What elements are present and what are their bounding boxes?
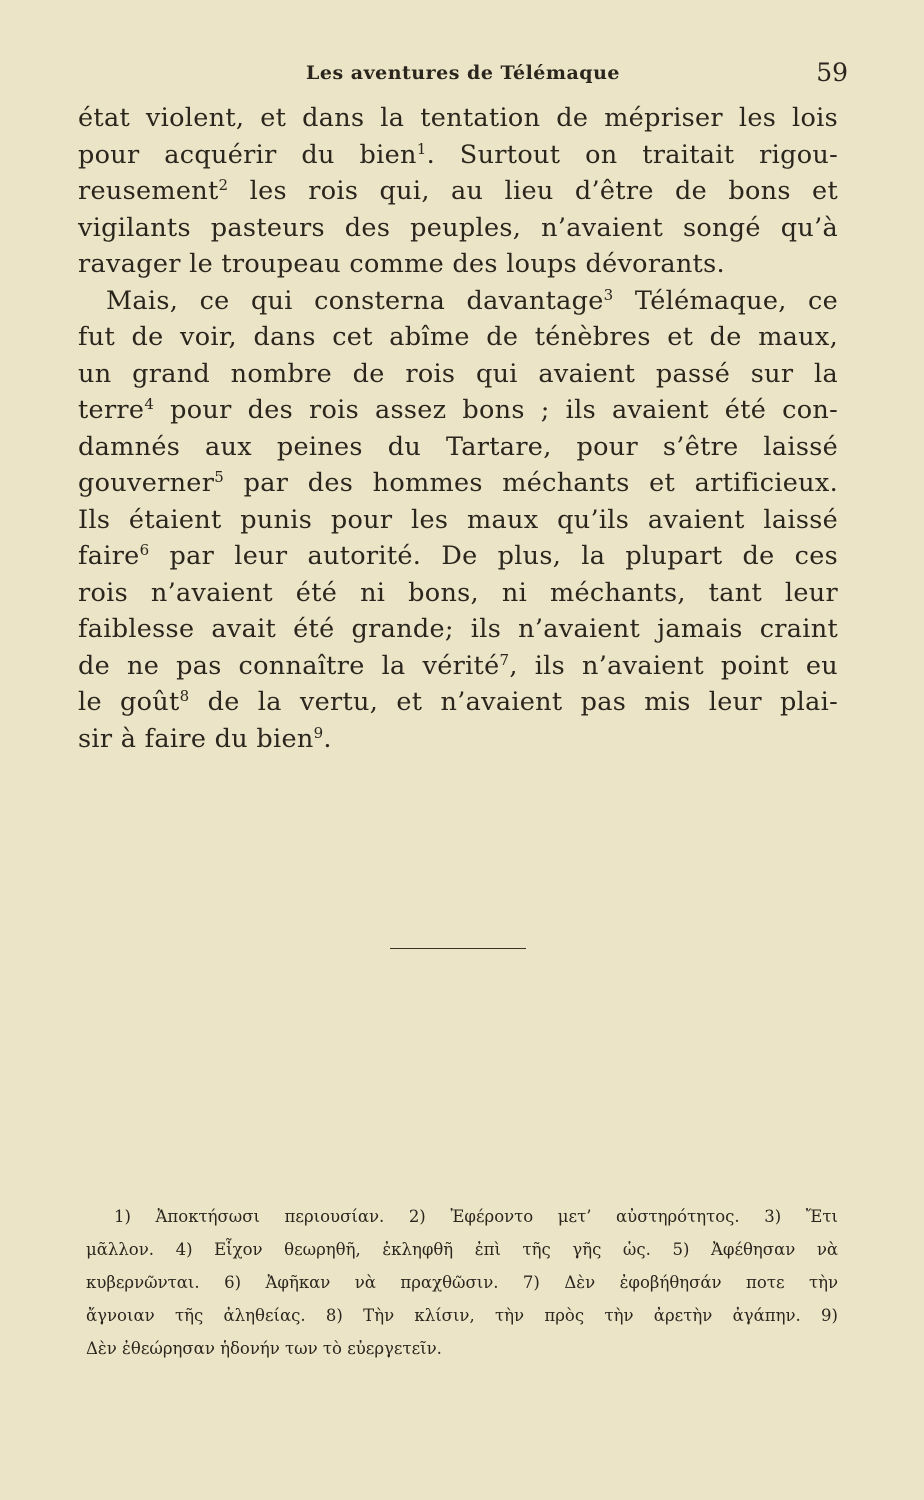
text-line: faire$^6$ par leur autorité. De plus, la plupart de ces [78, 541, 838, 571]
footnote-line: Δὲν ἐθεώρησαν ἡδονήν των τὸ εὐεργετεῖν. [86, 1339, 442, 1358]
note-ref: 9 [313, 723, 324, 742]
text-line: ravager le troupeau comme des loups dévorants. [78, 249, 725, 279]
note-ref: 7 [499, 650, 510, 669]
running-title: Les aventures de Télémaque [306, 62, 620, 84]
text-line: de ne pas connaître la vérité$^7$, ils n’avaient point eu [78, 650, 838, 681]
text-line: pour acquérir du bien$^1$. Surtout on traitait rigou- [78, 139, 838, 170]
footnotes [86, 1200, 838, 1365]
note-ref: 8 [179, 687, 190, 705]
text-line: faiblesse avait été grande; ils n’avaient jamais craint [78, 614, 838, 644]
text-line: terre$^4$ pour des rois assez bons ; ils avaient été con- [78, 395, 838, 425]
text-line: reusement$^2$ les rois qui, au lieu d’être de bons et [78, 176, 838, 206]
note-ref: 3 [603, 285, 614, 304]
text-line: Ils étaient punis pour les maux qu’ils avaient laissé [78, 504, 838, 535]
note-ref: 6 [139, 541, 150, 559]
footnote-line: κυβερνῶνται. 6) Ἀφῆκαν νὰ πραχθῶσιν. 7) Δὲν ἐφοβήθησάν ποτε τὴν [86, 1273, 838, 1292]
note-ref: 2 [218, 176, 229, 194]
text-line: état violent, et dans la tentation de mépriser les lois [78, 103, 838, 133]
footnote-line: 1) Ἀποκτήσωσι περιουσίαν. 2) Ἐφέροντο μετ’ αὐστηρότητος. 3) Ἔτι [114, 1207, 838, 1226]
text-line: Mais, ce qui consterna davantage$^3$ Télémaque, ce [106, 285, 838, 316]
text-line: sir à faire du bien$^9$. [78, 723, 332, 754]
footnote-line: μᾶλλον. 4) Εἶχον θεωρηθῆ, ἐκληφθῆ ἐπὶ τῆς γῆς ὡς. 5) Ἀφέθησαν νὰ [86, 1240, 838, 1259]
page-number: 59 [816, 58, 848, 87]
main-text [78, 100, 838, 757]
text-line: fut de voir, dans cet abîme de ténèbres et de maux, [78, 322, 838, 352]
note-ref: 1 [416, 139, 427, 158]
text-line: un grand nombre de rois qui avaient passé sur la [78, 358, 838, 389]
footnote-line: ἄγνοιαν τῆς ἀληθείας. 8) Τὴν κλίσιν, τὴν πρὸς τὴν ἀρετὴν ἀγάπην. 9) [86, 1306, 838, 1325]
section-divider [390, 948, 526, 949]
text-line: vigilants pasteurs des peuples, n’avaient songé qu’à [78, 212, 838, 243]
note-ref: 4 [144, 395, 155, 413]
text-line: rois n’avaient été ni bons, ni méchants, tant leur [78, 577, 838, 608]
text-line: gouverner$^5$ par des hommes méchants et artificieux. [78, 468, 838, 498]
text-line: damnés aux peines du Tartare, pour s’être laissé [78, 431, 838, 462]
running-header [78, 58, 848, 98]
text-line: le goût$^8$ de la vertu, et n’avaient pas mis leur plai- [78, 687, 838, 717]
note-ref: 5 [214, 468, 225, 486]
